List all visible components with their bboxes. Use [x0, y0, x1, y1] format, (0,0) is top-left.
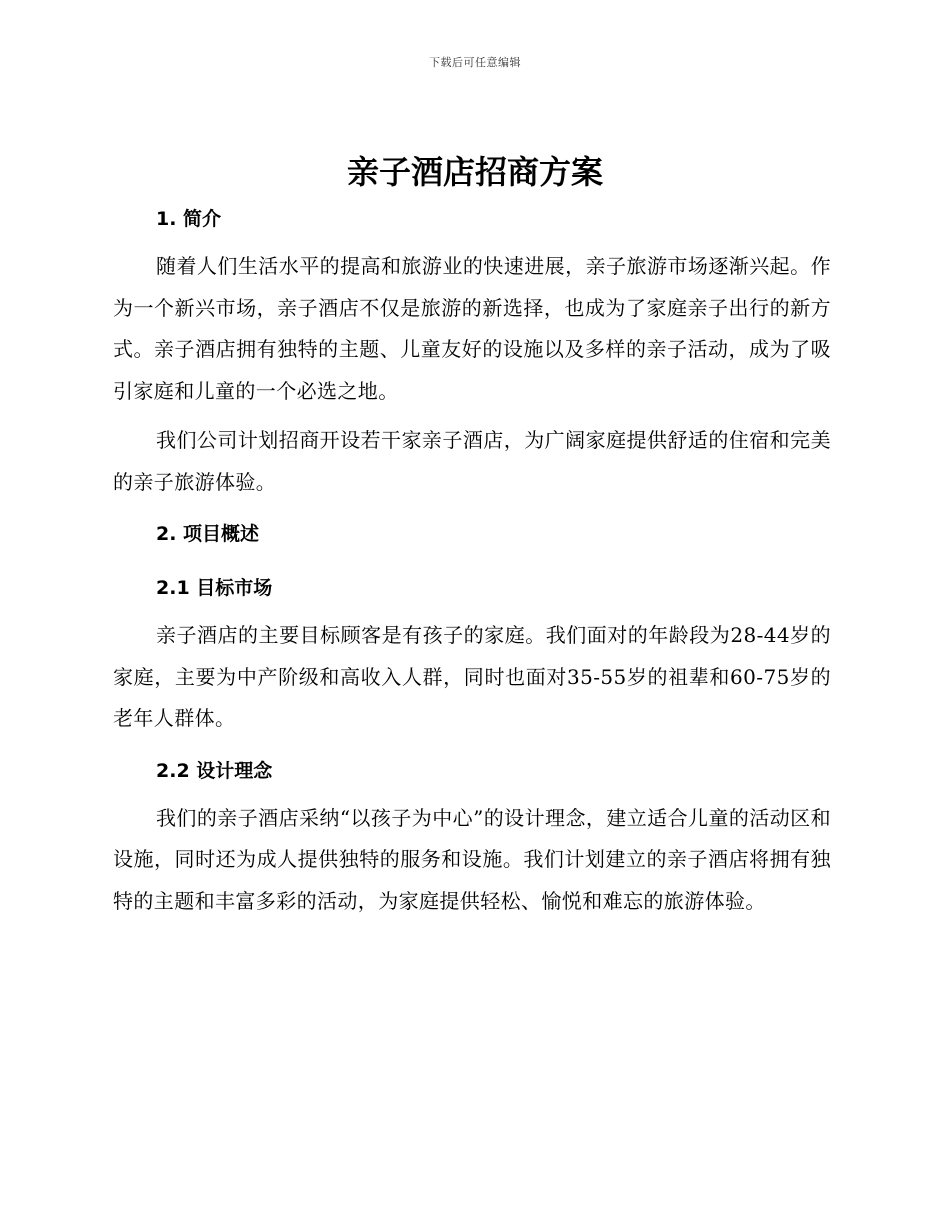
document-body	[113, 200, 831, 922]
section-heading-intro: 1. 简介	[156, 208, 222, 230]
section-heading-design-concept: 2.2 设计理念	[156, 759, 273, 782]
intro-paragraph-2: 我们公司计划招商开设若干家亲子酒店，为广阔家庭提供舒适的住宿和完美的亲子旅游体验。	[113, 428, 831, 494]
intro-paragraph-1: 随着人们生活水平的提高和旅游业的快速进展，亲子旅游市场逐渐兴起。作为一个新兴市场，亲子酒店不仅是旅游的新选择，也成为了家庭亲子出行的新方式。亲子酒店拥有独特的主题、儿童友好的设施以及多样的亲子活动，成为了吸引家庭和儿童的一个必选之地。	[113, 254, 831, 403]
document-title: 亲子酒店招商方案	[346, 153, 603, 191]
design-paragraph-1: 我们的亲子酒店采纳“以孩子为中心”的设计理念，建立适合儿童的活动区和设施，同时还为成人提供独特的服务和设施。我们计划建立的亲子酒店将拥有独特的主题和丰富多彩的活动，为家庭提供轻松、愉悦和难忘的旅游体验。	[113, 805, 831, 913]
section-heading-target-market: 2.1 目标市场	[156, 577, 273, 599]
section-heading-overview: 2. 项目概述	[156, 523, 260, 545]
market-paragraph-1: 亲子酒店的主要目标顾客是有孩子的家庭。我们面对的年龄段为28-44岁的家庭，主要为中产阶级和高收入人群，同时也面对35-55岁的祖辈和60-75岁的老年人群体。	[113, 623, 831, 730]
page-header-note: 下载后可任意编辑	[429, 56, 521, 69]
